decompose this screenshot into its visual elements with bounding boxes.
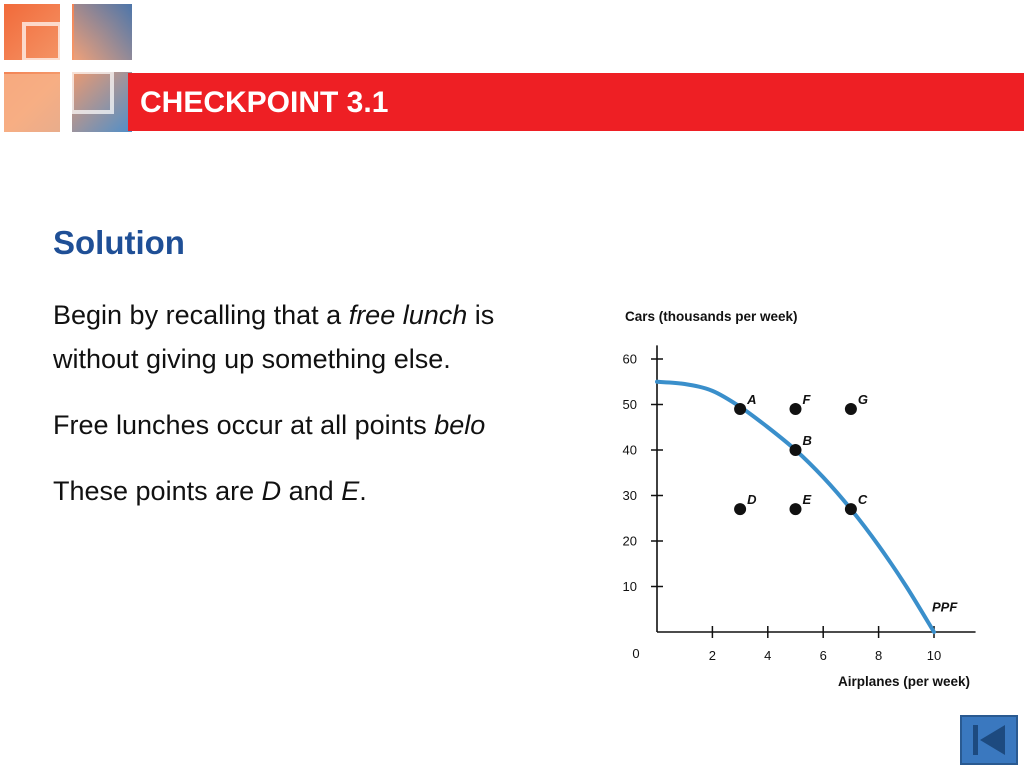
text-emphasis: belo bbox=[434, 410, 486, 440]
point-b-marker bbox=[790, 444, 802, 456]
point-f-label: F bbox=[802, 392, 811, 408]
text-segment: These points are bbox=[53, 476, 262, 506]
point-b-label: B bbox=[802, 433, 812, 448]
text-segment: Free lunches occur at all points bbox=[53, 410, 435, 440]
y-tick-label: 40 bbox=[622, 442, 637, 458]
point-d-label: D bbox=[261, 476, 282, 506]
point-c-label: C bbox=[857, 492, 868, 508]
y-axis-label: Cars (thousands per week) bbox=[625, 309, 798, 324]
point-c-marker bbox=[845, 503, 857, 515]
point-e-label: E bbox=[341, 476, 360, 506]
y-tick-label: 10 bbox=[622, 579, 637, 594]
point-a-label: A bbox=[747, 392, 757, 408]
y-tick-label: 30 bbox=[622, 488, 637, 503]
back-nav-button[interactable] bbox=[960, 715, 1018, 765]
x-tick-label: 10 bbox=[926, 648, 942, 663]
paragraph-free-lunch-definition bbox=[53, 293, 623, 381]
origin-label: 0 bbox=[632, 646, 640, 661]
y-tick-label: 60 bbox=[622, 351, 637, 367]
point-e-label: E bbox=[802, 492, 812, 508]
text-emphasis: free lunch bbox=[348, 300, 468, 330]
text-segment: is bbox=[467, 300, 495, 330]
x-axis-label: Airplanes (per week) bbox=[837, 674, 970, 689]
paragraph-free-lunch-location bbox=[53, 403, 623, 447]
skip-back-icon bbox=[962, 717, 1016, 763]
point-g-label: G bbox=[857, 392, 869, 408]
text-segment: . bbox=[359, 476, 367, 506]
header-bar bbox=[128, 73, 1024, 131]
text-segment: and bbox=[281, 476, 342, 506]
x-tick-label: 4 bbox=[764, 648, 772, 663]
ppf-chart bbox=[596, 296, 996, 696]
point-e-marker bbox=[790, 503, 802, 515]
slide-title: CHECKPOINT 3.1 bbox=[140, 86, 389, 119]
text-segment: without giving up something else. bbox=[53, 344, 451, 374]
logo-icon bbox=[4, 4, 132, 132]
point-d-label: D bbox=[747, 492, 757, 508]
point-g-marker bbox=[845, 403, 857, 415]
y-tick-label: 20 bbox=[622, 533, 637, 549]
paragraph-points-answer bbox=[53, 469, 623, 513]
x-tick-label: 2 bbox=[708, 648, 717, 663]
point-a-marker bbox=[734, 403, 746, 415]
y-tick-label: 50 bbox=[622, 397, 637, 412]
ppf-curve-label: PPF bbox=[932, 599, 958, 615]
x-tick-label: 8 bbox=[874, 648, 883, 663]
point-f-marker bbox=[790, 403, 802, 415]
point-d-marker bbox=[734, 503, 746, 515]
solution-heading: Solution bbox=[53, 224, 185, 261]
x-tick-label: 6 bbox=[819, 648, 827, 663]
text-segment: Begin by recalling that a bbox=[53, 300, 349, 330]
